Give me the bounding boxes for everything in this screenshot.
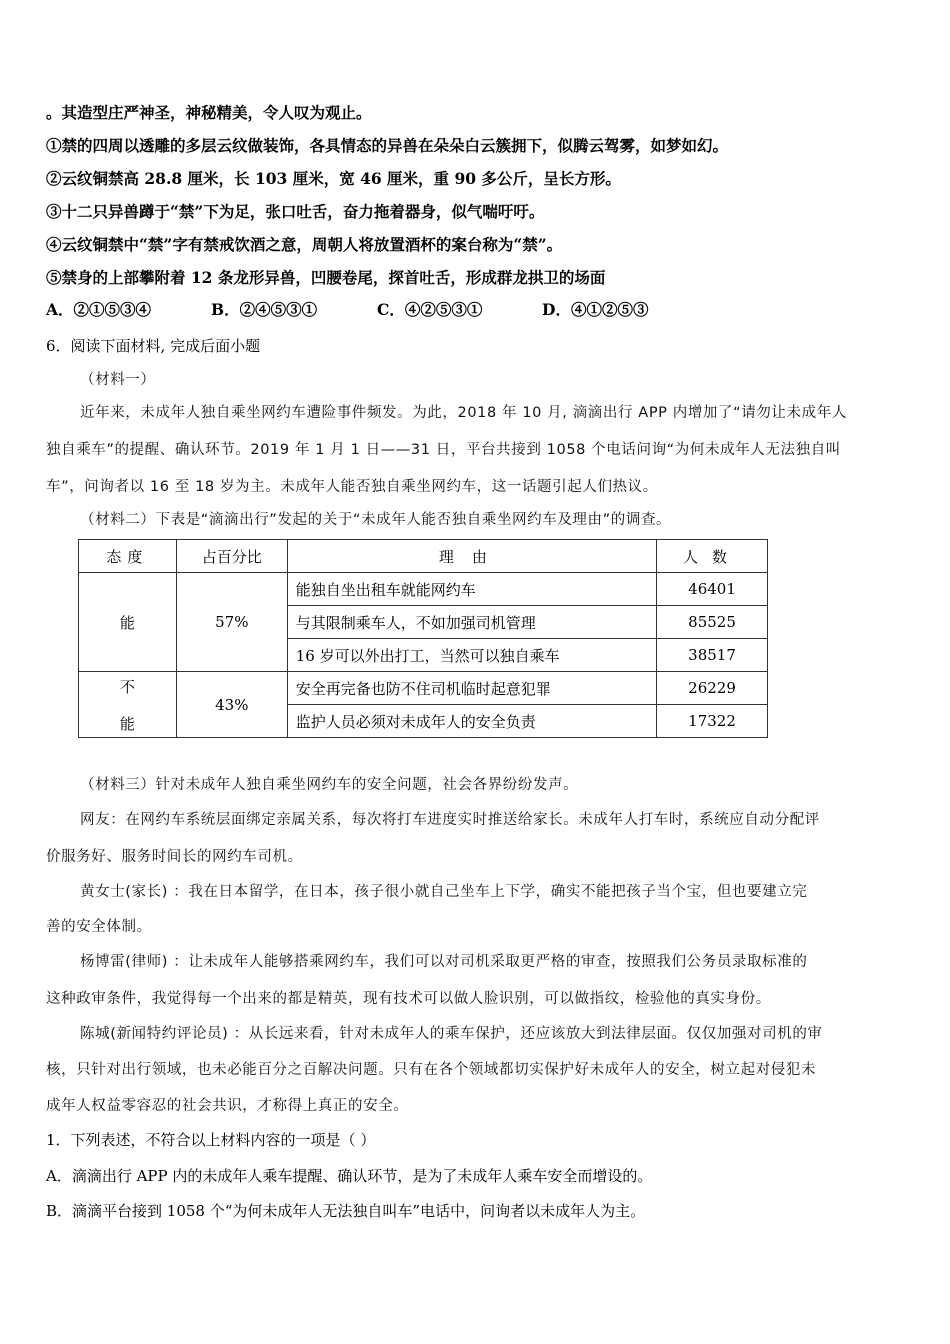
q5-item-3: ③十二只异兽蹲于“禁”下为足，张口吐舌，奋力拖着器身，似气喘吁吁。 bbox=[46, 202, 545, 221]
attitude-cannot-line1: 不 bbox=[119, 677, 135, 696]
attitude-cannot-line2: 能 bbox=[119, 714, 135, 733]
material3-commentator-line-2: 核，只针对出行领域，也未必能百分之百解决问题。只有在各个领域都切实保护好未成年人的安全，树立起对侵犯未 bbox=[46, 1062, 817, 1078]
material3-lawyer-line-2: 这种政审条件，我觉得每一个出来的都是精英，现有技术可以做人脸识别，可以做指纹，检验他的真实身份。 bbox=[46, 991, 771, 1007]
reason-cell: 能独自坐出租车就能网约车 bbox=[287, 573, 656, 606]
material3-netizen-line-2: 价服务好、服务时间长的网约车司机。 bbox=[46, 849, 303, 865]
q5-option-a[interactable]: A．②①⑤③④ bbox=[46, 300, 152, 319]
survey-table bbox=[78, 539, 768, 738]
q5-option-d[interactable]: D．④①②⑤③ bbox=[542, 300, 649, 319]
attitude-can: 能 bbox=[79, 573, 177, 672]
header-reason: 理由 bbox=[287, 540, 656, 573]
header-percent: 占百分比 bbox=[176, 540, 287, 573]
reason-cell: 16 岁可以外出打工，当然可以独自乘车 bbox=[287, 639, 656, 672]
material3-parent-line-2: 善的安全体制。 bbox=[46, 919, 152, 935]
count-cell: 26229 bbox=[657, 672, 768, 705]
q6-title: 6．阅读下面材料, 完成后面小题 bbox=[46, 337, 261, 355]
q5-item-1: ①禁的四周以透雕的多层云纹做装饰，各具情态的异兽在朵朵白云簇拥下，似腾云驾雾，如梦如幻。 bbox=[46, 136, 729, 155]
count-cell: 17322 bbox=[657, 705, 768, 738]
sub-question-1-option-b[interactable]: B．滴滴平台接到 1058 个“为何未成年人无法独自叫车”电话中，问询者以未成年人为主。 bbox=[46, 1202, 646, 1220]
attitude-cannot bbox=[79, 672, 177, 738]
reason-cell: 与其限制乘车人，不如加强司机管理 bbox=[287, 606, 656, 639]
reason-cell: 安全再完备也防不住司机临时起意犯罪 bbox=[287, 672, 656, 705]
table-header-row bbox=[79, 540, 768, 573]
q5-item-2: ②云纹铜禁高 28.8 厘米，长 103 厘米，宽 46 厘米，重 90 多公斤，呈长方形。 bbox=[46, 169, 621, 188]
sub-question-1-stem: 1．下列表述，不符合以上材料内容的一项是（ ） bbox=[46, 1131, 376, 1149]
table-row bbox=[79, 672, 768, 705]
material3-parent-line-1: 黄女士(家长) ：我在日本留学，在日本，孩子很小就自己坐车上下学，确实不能把孩子当个宝，但也要建立完 bbox=[80, 884, 808, 900]
material3-commentator-line-3: 成年人权益零容忍的社会共识，才称得上真正的安全。 bbox=[46, 1098, 409, 1114]
q5-item-4: ④云纹铜禁中“禁”字有禁戒饮酒之意，周朝人将放置酒杯的案台称为“禁”。 bbox=[46, 235, 563, 254]
material1-line-2: 独自乘车”的提醒、确认环节。2019 年 1 月 1 日——31 日，平台共接到 1058 个电话问询“为何未成年人无法独自叫 bbox=[46, 442, 841, 458]
sub-question-1-option-a[interactable]: A．滴滴出行 APP 内的未成年人乘车提醒、确认环节，是为了未成年人乘车安全而增设的。 bbox=[46, 1167, 653, 1185]
material1-line-1: 近年来，未成年人独自乘坐网约车遭险事件频发。为此，2018 年 10 月, 滴滴出行 APP 内增加了“请勿让未成年人 bbox=[80, 405, 847, 421]
q5-item-5: ⑤禁身的上部攀附着 12 条龙形异兽，凹腰卷尾，探首吐舌，形成群龙拱卫的场面 bbox=[46, 268, 606, 287]
count-cell: 38517 bbox=[657, 639, 768, 672]
count-cell: 46401 bbox=[657, 573, 768, 606]
reason-cell: 监护人员必须对未成年人的安全负责 bbox=[287, 705, 656, 738]
header-attitude: 态度 bbox=[79, 540, 177, 573]
material3-commentator-line-1: 陈城(新闻特约评论员) ：从长远来看，针对未成年人的乘车保护，还应该放大到法律层面。仅仅加强对司机的审 bbox=[80, 1026, 823, 1042]
material2-intro: （材料二）下表是“滴滴出行”发起的关于“未成年人能否独自乘坐网约车及理由”的调查。 bbox=[80, 512, 672, 528]
material3-intro: （材料三）针对未成年人独自乘坐网约车的安全问题，社会各界纷纷发声。 bbox=[80, 777, 579, 793]
percent-cannot: 43% bbox=[176, 672, 287, 738]
count-cell: 85525 bbox=[657, 606, 768, 639]
material1-heading: （材料一） bbox=[80, 372, 156, 388]
material3-netizen-line-1: 网友：在网约车系统层面绑定亲属关系，每次将打车进度实时推送给家长。未成年人打车时，系统应自动分配评 bbox=[80, 812, 820, 828]
q5-lead-in: 。其造型庄严神圣，神秘精美，令人叹为观止。 bbox=[46, 103, 372, 122]
q5-option-b[interactable]: B．②④⑤③① bbox=[211, 300, 318, 319]
table-row bbox=[79, 573, 768, 606]
q5-option-c[interactable]: C．④②⑤③① bbox=[377, 300, 483, 319]
material3-lawyer-line-1: 杨博雷(律师) ：让未成年人能够搭乘网约车，我们可以对司机采取更严格的审查，按照我们公务员录取标准的 bbox=[80, 954, 808, 970]
material1-line-3: 车”，问询者以 16 至 18 岁为主。未成年人能否独自乘坐网约车，这一话题引起人们热议。 bbox=[46, 479, 658, 495]
header-count: 人数 bbox=[657, 540, 768, 573]
percent-can: 57% bbox=[176, 573, 287, 672]
